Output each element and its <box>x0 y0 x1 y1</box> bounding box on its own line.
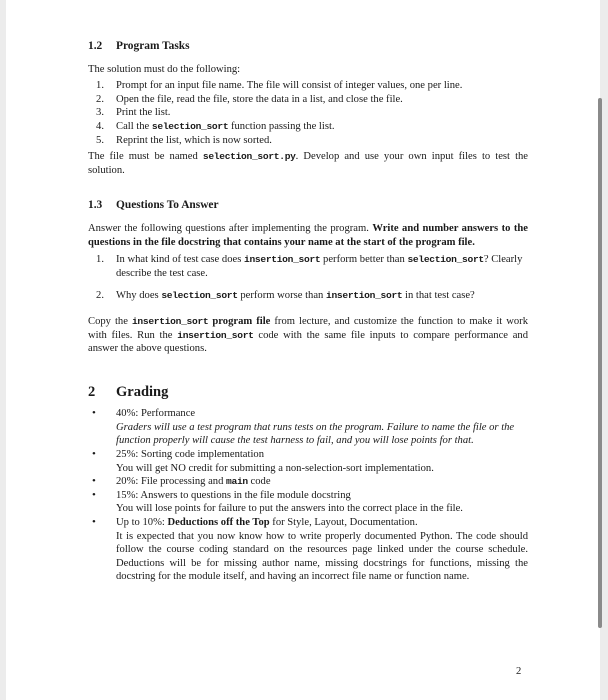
list-item: • Up to 10%: Deductions off the Top for Style, Layout, Documentation. It is expected that you now know how to write properly documented Python. The code should follow the course coding standard on the resources page linked under the course schedule. Deductions will be for missing author name, missing docstrings for functions, missing the docstring for the module itself, and having an incorrect file name or function name. <box>92 516 528 583</box>
list-item: 1. Prompt for an input file name. The file will consist of integer values, one per line. <box>96 80 463 92</box>
section-number: 1.3 <box>88 199 103 212</box>
section-1-3-heading <box>88 199 528 213</box>
code-selection-sort: selection_sort <box>151 120 229 132</box>
list-item: 5. Reprint the list, which is now sorted. <box>96 134 272 146</box>
bullet-icon: • <box>92 488 96 501</box>
list-item: • 25%: Sorting code implementation You will get NO credit for submitting a non-selection-sort implementation. <box>92 448 434 474</box>
list-item: 1. In what kind of test case does insertion_sort perform better than selection_sort? Clearly describe the test case. <box>96 254 523 279</box>
document-page <box>6 0 600 700</box>
section-number: 2 <box>88 383 96 400</box>
bullet-icon: • <box>92 516 96 529</box>
sec12-intro: The solution must do the following: <box>88 63 241 75</box>
list-item: 2. Open the file, read the file, store the data in a list, and close the file. <box>96 93 403 105</box>
section-title: Program Tasks <box>116 40 190 52</box>
bullet-icon: • <box>92 448 96 461</box>
section-title: Questions To Answer <box>116 199 219 212</box>
questions-list <box>88 253 528 303</box>
scrollbar-thumb[interactable] <box>598 98 602 628</box>
bullet-icon: • <box>92 475 96 488</box>
list-item: • 15%: Answers to questions in the file module docstring You will lose points for failure to put the answers into the correct place in the file. <box>92 488 463 515</box>
sec13-intro: Answer the following questions after implementing the program. Write and number answers to the questions in the file docstring that contains your name at the start of the program file. <box>88 222 528 248</box>
list-item: 3. Print the list. <box>96 107 171 119</box>
grading-list <box>88 407 528 584</box>
list-item: 2. Why does selection_sort perform worse than insertion_sort in that test case? <box>96 290 475 302</box>
page-number: 2 <box>516 666 522 677</box>
sec12-naming: The file must be named selection_sort.py. Develop and use your own input files to test the solution. <box>88 151 529 176</box>
bullet-icon: • <box>92 407 96 420</box>
section-number: 1.2 <box>88 40 103 52</box>
list-item: 4. Call the selection_sort function passing the list. <box>96 120 335 132</box>
list-item: • 40%: Performance Graders will use a test program that runs tests on the program. Failure to name the file or the function properly will cause the test harness to fail, and you will lose points for that. <box>92 407 515 447</box>
section-1-2-heading <box>88 40 528 54</box>
page-content <box>88 40 528 584</box>
list-item: • 20%: File processing and main code <box>92 475 271 488</box>
section-title: Grading <box>116 383 169 400</box>
section-2-heading <box>88 383 528 400</box>
program-steps-list <box>88 79 528 147</box>
code-filename: selection_sort.py <box>202 151 296 163</box>
sec13-copy-paragraph: Copy the insertion_sort program file from lecture, and customize the function to make it work with files. Run the insertion_sort code with the same file inputs to compare performance and answer the above questions. <box>88 315 529 355</box>
